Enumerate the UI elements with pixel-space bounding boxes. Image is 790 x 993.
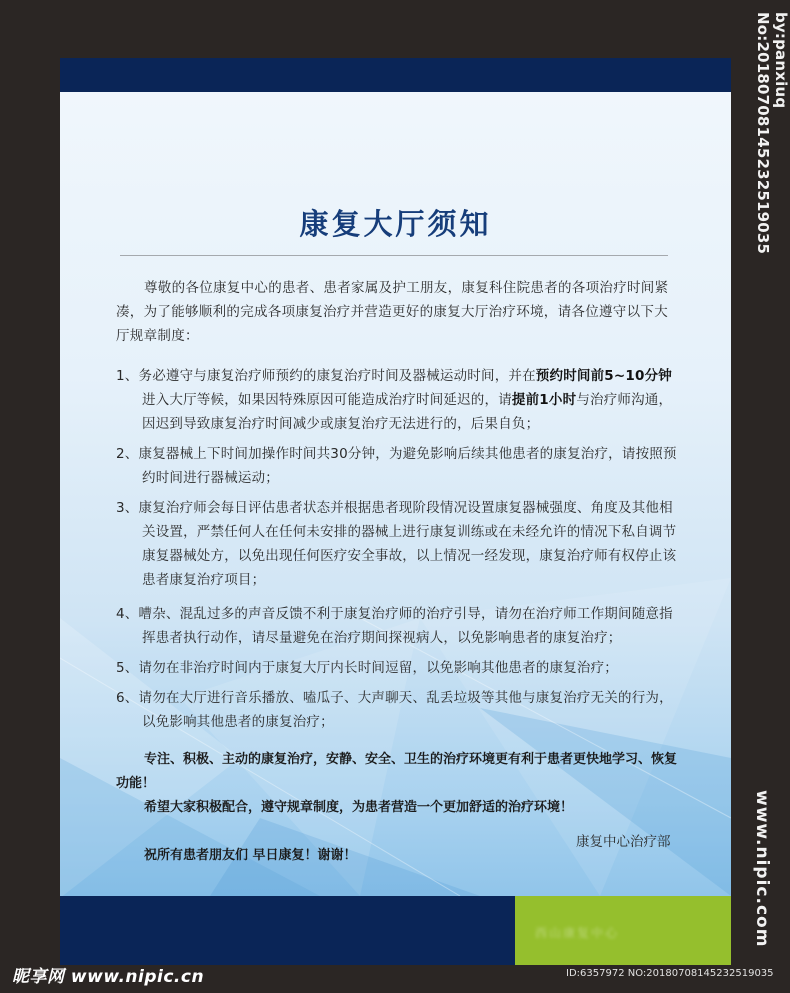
rule-item-6: 6、请勿在大厅进行音乐播放、嗑瓜子、大声聊天、乱丢垃圾等其他与康复治疗无关的行为，以免影响其他患者的康复治疗；	[116, 690, 673, 730]
rule-item-4: 4、嘈杂、混乱过多的声音反馈不利于康复治疗师的治疗引导，请勿在治疗师工作期间随意指挥患者执行动作，请尽量避免在治疗期间探视病人，以免影响患者的康复治疗；	[116, 606, 673, 646]
watermark-logo: 昵享网 www.nipic.cn	[12, 967, 205, 987]
footer-logo: 西山康复中心	[535, 926, 620, 940]
closing-request: 希望大家积极配合，遵守规章制度，为患者营造一个更加舒适的治疗环境！	[144, 800, 574, 815]
signature: 康复中心治疗部	[576, 834, 671, 850]
rule-item-1: 1、务必遵守与康复治疗师预约的康复治疗时间及器械运动时间，并在预约时间前5~10分钟进入大厅等候，如果因特殊原因可能造成治疗时间延迟的，请提前1小时与治疗师沟通，因迟到导致康复治疗时间减少或康复治疗无法进行的，后果自负；	[116, 368, 673, 432]
title-divider	[120, 255, 668, 256]
intro-paragraph: 尊敬的各位康复中心的患者、患者家属及护工朋友，康复科住院患者的各项治疗时间紧凑，为了能够顺利的完成各项康复治疗并营造更好的康复大厅治疗环境，请各位遵守以下大厅规章制度：	[116, 280, 669, 344]
watermark-site: www.nipic.com	[752, 790, 772, 948]
notice-poster	[60, 58, 731, 965]
watermark-image-id: ID:6357972 NO:20180708145232519035	[566, 968, 774, 979]
rule-item-2: 2、康复器械上下时间加操作时间共30分钟，为避免影响后续其他患者的康复治疗，请按照预约时间进行器械运动；	[116, 446, 677, 486]
rule-item-3: 3、康复治疗师会每日评估患者状态并根据患者现阶段情况设置康复器械强度、角度及其他相关设置，严禁任何人在任何未安排的器械上进行康复训练或在未经允许的情况下私自调节康复器械处方，以免出现任何医疗安全事故，以上情况一经发现，康复治疗师有权停止该患者康复治疗项目；	[116, 500, 677, 588]
rule-item-5: 5、请勿在非治疗时间内于康复大厅内长时间逗留，以免影响其他患者的康复治疗；	[116, 660, 618, 676]
poster-title: 康复大厅须知	[299, 207, 492, 241]
closing-wishes: 祝所有患者朋友们 早日康复！谢谢！	[144, 848, 357, 863]
watermark-author-id: by:panxiuq No:20180708145232519035	[754, 12, 790, 255]
header-bar	[60, 58, 731, 92]
closing-statement: 专注、积极、主动的康复治疗，安静、安全、卫生的治疗环境更有利于患者更快地学习、恢复功能！	[116, 752, 678, 791]
